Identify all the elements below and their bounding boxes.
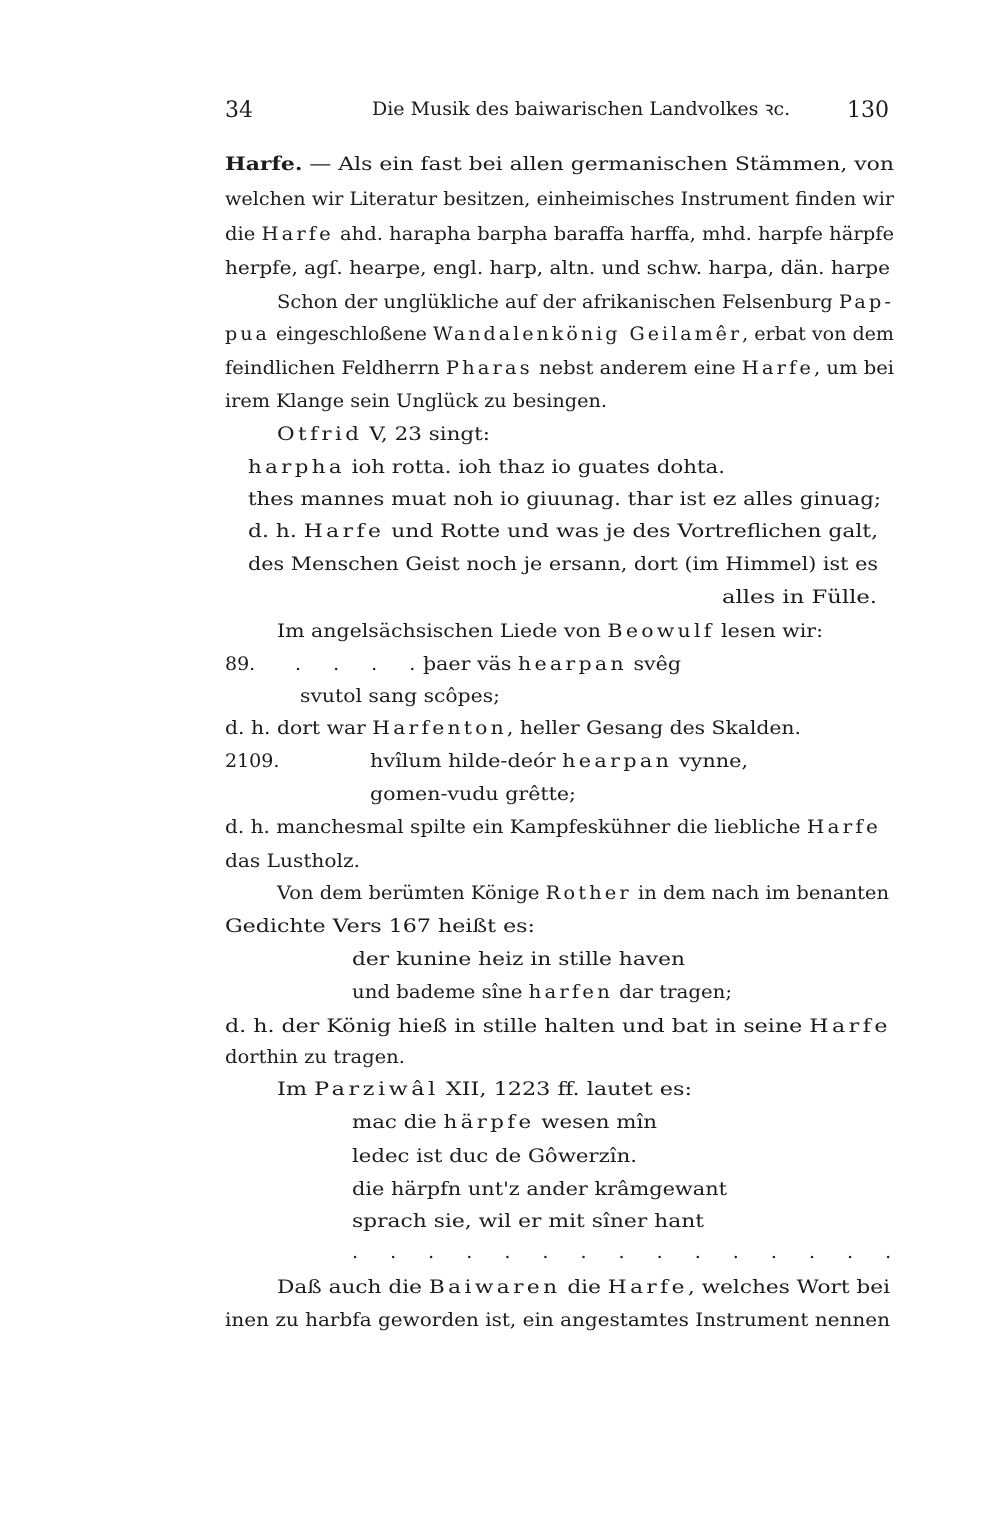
text-span: V, 23 singt: xyxy=(362,423,490,445)
text-line: dorthin zu tragen. xyxy=(225,1046,405,1068)
text-span: Im angelsächsischen Liede von xyxy=(277,620,608,642)
spaced-term: Harfe xyxy=(303,520,385,542)
text-line xyxy=(277,884,889,903)
page-number-right: 130 xyxy=(847,98,889,123)
spaced-term: härpfe xyxy=(443,1111,535,1133)
verse-number: 2109. xyxy=(225,750,280,772)
text-span: , heller Gesang des Skalden. xyxy=(506,717,801,739)
verse-line: alles in Fülle. xyxy=(722,586,877,608)
text-span: in dem nach im benanten xyxy=(631,882,889,904)
text-span: und bademe sîne xyxy=(352,981,529,1003)
text-span: wesen mîn xyxy=(534,1111,657,1133)
text-span: feindlichen Feldherrn xyxy=(225,357,446,379)
text-span: d. h. der König hieß in stille halten und bat in seine xyxy=(225,1015,810,1037)
text-span: vynne, xyxy=(672,750,748,772)
text-line xyxy=(277,1278,890,1297)
text-line: inen zu harbfa geworden ist, ein angestamtes Instrument nennen xyxy=(225,1309,890,1331)
text-line xyxy=(277,425,490,444)
spaced-term: pua xyxy=(225,323,270,345)
text-span: d. h. xyxy=(248,520,304,542)
verse-line: der kunine heiz in stille haven xyxy=(352,948,685,970)
verse-number: 89. xyxy=(225,653,256,675)
text-span: ahd. harapha barpha baraffa harffa, mhd. harpfe härpfe xyxy=(333,223,894,245)
spaced-term: Pharas xyxy=(445,357,533,379)
spaced-term: Baiwaren xyxy=(428,1276,561,1298)
verse-line: ledec ist duc de Gôwerzîn. xyxy=(352,1145,637,1167)
text-line xyxy=(277,622,823,641)
spaced-term: Wandalenkönig Geilamêr xyxy=(432,323,743,345)
spaced-term: Parziwâl xyxy=(314,1078,439,1100)
text-span: die xyxy=(225,223,262,245)
spaced-term: hearpan xyxy=(562,750,673,772)
spaced-term: Harfe xyxy=(806,816,882,838)
text-span: mac die xyxy=(352,1111,444,1133)
text-span: hvîlum hilde-deór xyxy=(370,750,563,772)
text-line xyxy=(277,1080,692,1099)
text-span: Im xyxy=(277,1078,315,1100)
text-line xyxy=(225,719,801,738)
ellipsis-dots: . . . . xyxy=(295,653,429,675)
text-span: Von dem berümten Könige xyxy=(277,882,546,904)
text-span: þaer väs xyxy=(423,653,518,675)
text-line xyxy=(277,293,894,312)
spaced-term: harfen xyxy=(528,981,613,1003)
spaced-term: Harfe xyxy=(607,1276,688,1298)
text-line xyxy=(225,225,894,244)
text-span: , welches Wort bei xyxy=(687,1276,891,1298)
page-number-left: 34 xyxy=(225,98,253,123)
text-span: lesen wir: xyxy=(714,620,823,642)
section-heading: Harfe. xyxy=(225,153,303,175)
text-line: herpfe, agſ. hearpe, engl. harp, altn. und schw. harpa, dän. harpe xyxy=(225,257,890,279)
text-span: — Als ein fast bei allen germanischen Stämmen, von xyxy=(302,153,894,175)
spaced-term: Otfrid xyxy=(277,423,363,445)
text-span: , um bei xyxy=(813,357,894,379)
spaced-term: Harfe xyxy=(261,223,334,245)
text-span: d. h. dort war xyxy=(225,717,373,739)
text-span: , erbat von dem xyxy=(742,323,894,345)
text-span: nebst anderem eine xyxy=(532,357,742,379)
verse-line xyxy=(248,522,878,541)
verse-line xyxy=(352,983,732,1002)
text-line xyxy=(225,359,894,378)
verse-line xyxy=(352,1113,657,1132)
text-line xyxy=(225,818,881,837)
text-span: ioh rotta. ioh thaz io guates dohta. xyxy=(344,456,725,478)
text-span: die xyxy=(560,1276,608,1298)
spaced-term: Harfe xyxy=(741,357,814,379)
text-line: Gedichte Vers 167 heißt es: xyxy=(225,915,535,937)
spaced-term: Beowulf xyxy=(607,620,715,642)
text-line xyxy=(225,1017,891,1036)
verse-line xyxy=(370,752,748,771)
verse-line xyxy=(423,655,681,674)
text-span: XII, 1223 ff. lautet es: xyxy=(438,1078,692,1100)
spaced-term: harpha xyxy=(248,456,345,478)
text-line xyxy=(225,155,894,174)
text-span: d. h. manchesmal spilte ein Kampfeskühner die liebliche xyxy=(225,816,807,838)
spaced-term: Harfe xyxy=(809,1015,892,1037)
text-line xyxy=(225,325,894,344)
text-span: eingeschloßene xyxy=(269,323,433,345)
verse-line: svutol sang scôpes; xyxy=(300,685,500,707)
running-header: Die Musik des baiwarischen Landvolkes ꝛc. xyxy=(372,98,791,120)
spaced-term: Pap- xyxy=(838,291,894,313)
verse-line xyxy=(248,458,725,477)
verse-line: gomen-vudu grêtte; xyxy=(370,783,576,805)
spaced-term: Rother xyxy=(545,882,632,904)
verse-line: thes mannes muat noh io giuunag. thar ist ez alles ginuag; xyxy=(248,488,881,510)
text-span: Daß auch die xyxy=(277,1276,429,1298)
verse-line: die härpfn unt'z ander krâmgewant xyxy=(352,1178,727,1200)
text-line: das Lustholz. xyxy=(225,850,360,872)
verse-line: des Menschen Geist noch je ersann, dort (im Himmel) ist es xyxy=(248,553,878,575)
text-span: svêg xyxy=(626,653,681,675)
verse-line: sprach sie, wil er mit sîner hant xyxy=(352,1210,704,1232)
ellipsis-dots: . . . . . . . . . . . . . . . xyxy=(352,1241,905,1263)
text-span: Schon der unglükliche auf der afrikanischen Felsenburg xyxy=(277,291,839,313)
spaced-term: hearpan xyxy=(517,653,627,675)
text-line: irem Klange sein Unglück zu besingen. xyxy=(225,390,607,412)
text-span: dar tragen; xyxy=(612,981,732,1003)
spaced-term: Harfenton xyxy=(372,717,507,739)
text-line: welchen wir Literatur besitzen, einheimisches Instrument finden wir xyxy=(225,188,894,210)
text-span: und Rotte und was je des Vortreflichen galt, xyxy=(384,520,878,542)
